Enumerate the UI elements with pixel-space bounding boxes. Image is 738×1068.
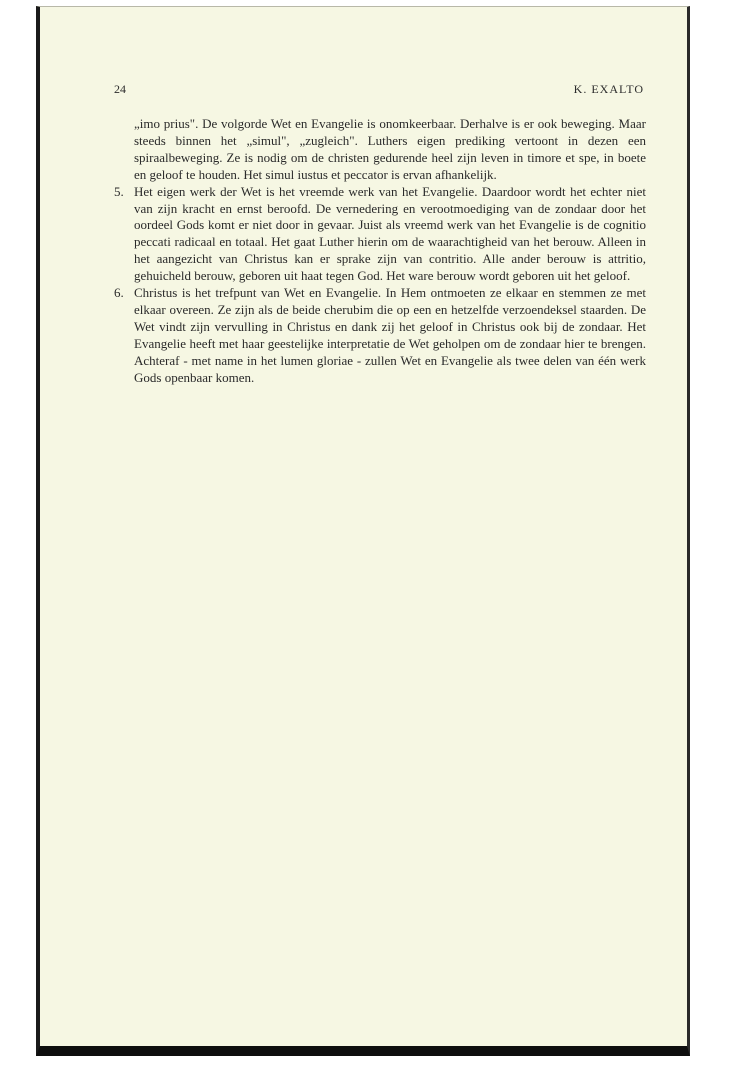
continuation-paragraph: „imo prius". De volgorde Wet en Evangelie is onomkeerbaar. Derhalve is er ook beweging. Maar steeds binnen het „simul", „zugleich". Luthers eigen prediking vertoont in dezen een spiraalbeweging. Ze is nodig om de christen gedurende heel zijn leven in timore et spe, in boete en geloof te houden. Het simul iustus et peccator is ervan afhankelijk. — [134, 116, 646, 182]
body-text — [114, 116, 646, 387]
numbered-item-6 — [114, 285, 646, 386]
item-number: 5. — [114, 183, 124, 199]
running-head: K. EXALTO — [573, 82, 644, 96]
item-text: Het eigen werk der Wet is het vreemde werk van het Evangelie. Daardoor wordt het echter niet van zijn kracht en ernst beroofd. De vernedering en verootmoediging van de zondaar door het oordeel Gods komt er niet door in gevaar. Juist als vreemd werk van het Evangelie is de cognitio peccati radicaal en totaal. Het gaat Luther hierin om de waarachtigheid van het berouw. Alleen in het aangezicht van Christus kan er sprake zijn van contritio. Alle ander berouw is attritio, gehuicheld berouw, geboren uit haat tegen God. Het ware berouw wordt geboren uit het geloof. — [134, 183, 646, 284]
page-number: 24 — [114, 82, 126, 96]
numbered-item-5 — [114, 183, 646, 285]
item-number: 6. — [114, 285, 124, 301]
item-text: Christus is het trefpunt van Wet en Evangelie. In Hem ontmoeten ze elkaar en stemmen ze met elkaar overeen. Ze zijn als de beide cherubim die op een en hetzelfde verzoendeksel staarden. De Wet vindt zijn vervulling in Christus en dank zij het geloof in Christus ook bij de zondaar. Het Evangelie heeft met haar geestelijke interpretatie de Wet geholpen om de zondaar hier te brengen. Achteraf - met name in het lumen gloriae - zullen Wet en Evangelie als twee delen van één werk Gods openbaar komen. — [134, 285, 646, 385]
page-header — [114, 82, 644, 102]
